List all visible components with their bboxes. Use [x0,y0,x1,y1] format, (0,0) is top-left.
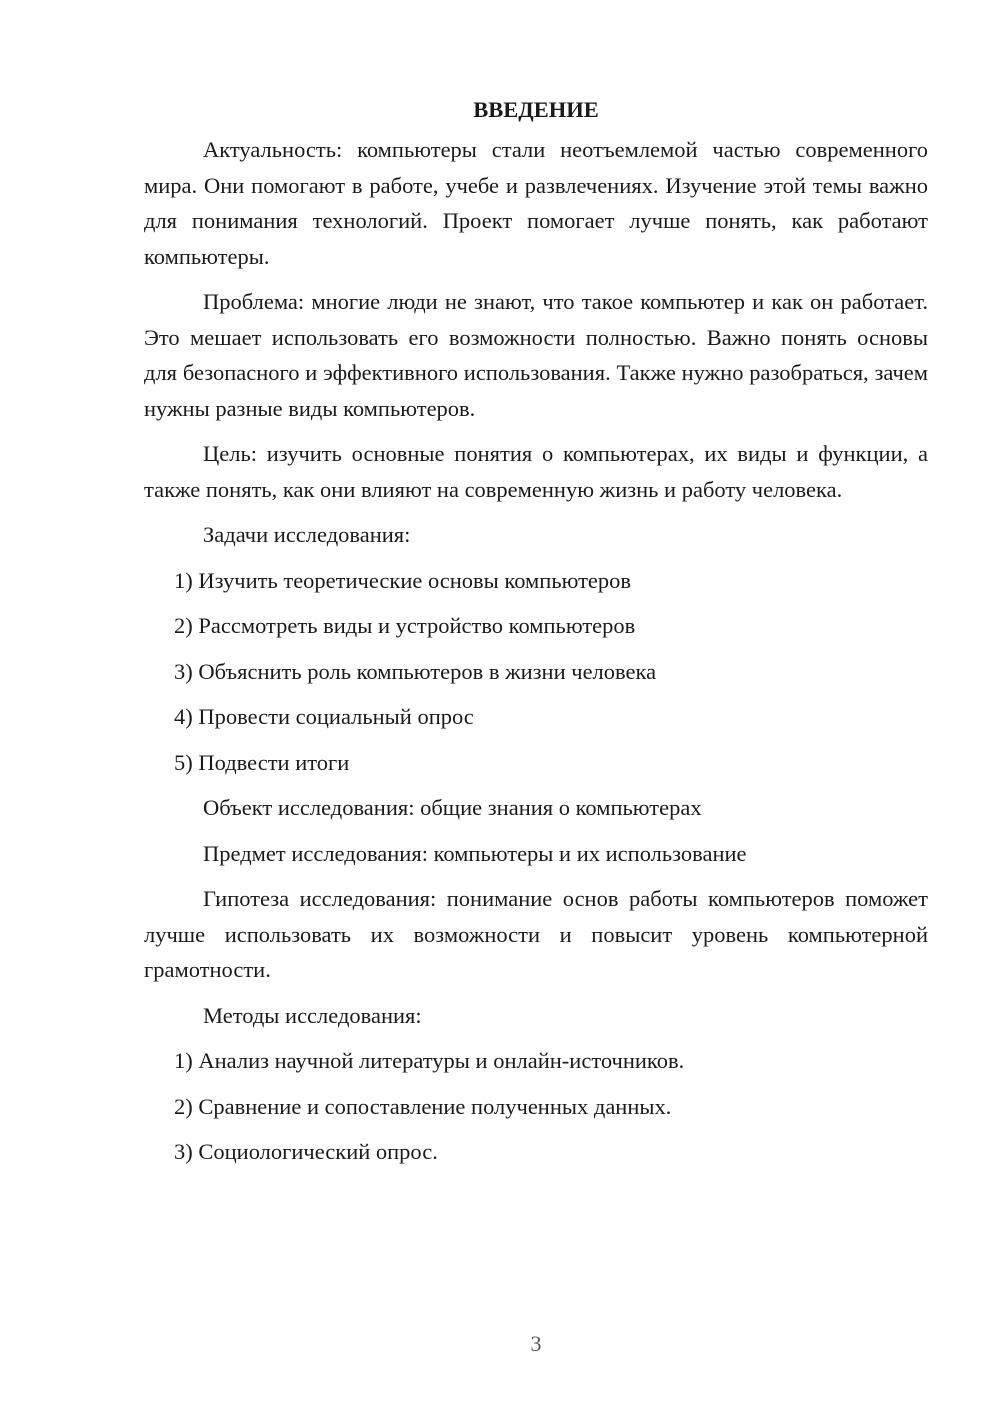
method-item: 2) Сравнение и сопоставление полученных данных. [174,1093,672,1119]
research-subject: Предмет исследования: компьютеры и их использование [203,840,747,866]
problem-paragraph: Проблема: многие люди не знают, что такое компьютер и как он работает. Это мешает использовать его возможности полностью. Важно понять основы для безопасного и эффективного использования. Также нужно разобраться, зачем нужны разные виды компьютеров. [144,289,928,421]
tasks-label: Задачи исследования: [203,522,411,547]
task-item: 4) Провести социальный опрос [174,704,474,729]
task-item: 5) Подвести итоги [174,749,350,775]
research-object: Объект исследования: общие знания о компьютерах [203,795,702,820]
method-item: 1) Анализ научной литературы и онлайн-источников. [174,1048,685,1073]
goal-paragraph: Цель: изучить основные понятия о компьютерах, их виды и функции, а также понять, как они влияют на современную жизнь и работу человека. [144,441,928,502]
relevance-paragraph: Актуальность: компьютеры стали неотъемлемой частью современного мира. Они помогают в работе, учебе и развлечениях. Изучение этой темы важно для понимания технологий. Проект помогает лучше понять, как работают компьютеры. [144,137,928,269]
section-heading: ВВЕДЕНИЕ [473,97,599,122]
method-item: 3) Социологический опрос. [174,1139,438,1164]
methods-label: Методы исследования: [203,1002,422,1028]
page-number: 3 [530,1331,542,1356]
task-item: 2) Рассмотреть виды и устройство компьютеров [174,613,636,638]
task-item: 3) Объяснить роль компьютеров в жизни человека [174,658,657,684]
document-page [144,92,928,1170]
hypothesis-paragraph: Гипотеза исследования: понимание основ работы компьютеров поможет лучше использовать их возможности и повысит уровень компьютерной грамотности. [144,886,928,982]
task-item: 1) Изучить теоретические основы компьютеров [174,567,632,593]
